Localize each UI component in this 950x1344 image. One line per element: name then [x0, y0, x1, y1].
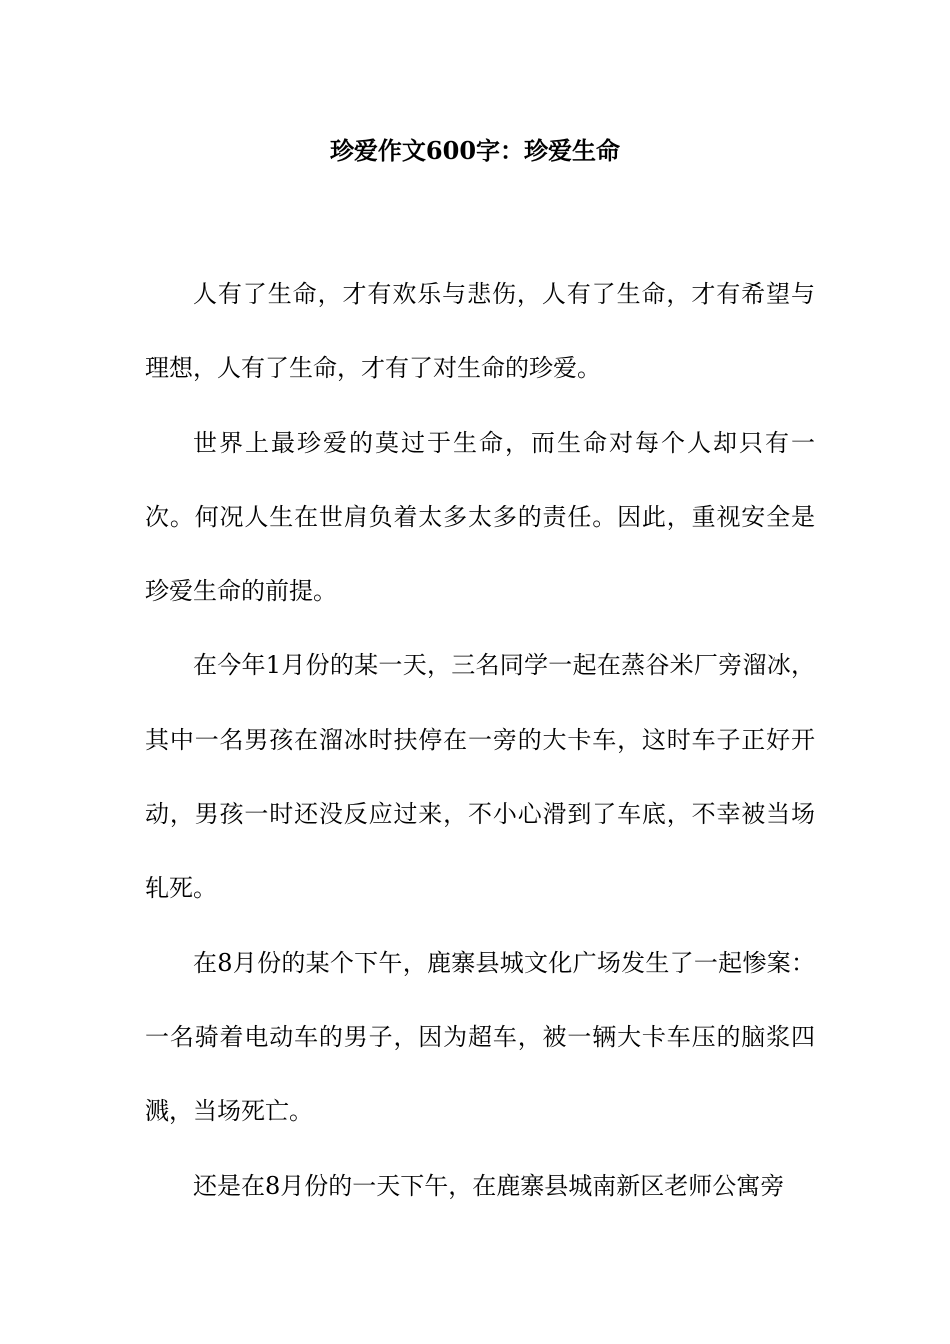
- document-body: [145, 257, 815, 1223]
- paragraph: 世界上最珍爱的莫过于生命，而生命对每个人却只有一次。何况人生在世肩负着太多太多的责任。因此，重视安全是珍爱生命的前提。: [145, 428, 815, 606]
- paragraph: 在8月份的某个下午，鹿寨县城文化广场发生了一起惨案：一名骑着电动车的男子，因为超车，被一辆大卡车压的脑浆四溅，当场死亡。: [145, 948, 815, 1126]
- paragraph: 在今年1月份的某一天，三名同学一起在蒸谷米厂旁溜冰，其中一名男孩在溜冰时扶停在一旁的大卡车，这时车子正好开动，男孩一时还没反应过来，不小心滑到了车底，不幸被当场轧死。: [145, 651, 815, 903]
- paragraph: 人有了生命，才有欢乐与悲伤，人有了生命，才有希望与理想，人有了生命，才有了对生命的珍爱。: [145, 280, 815, 383]
- document-title: 珍爱作文600字：珍爱生命: [329, 136, 621, 165]
- paragraph: 还是在8月份的一天下午，在鹿寨县城南新区老师公寓旁: [193, 1171, 785, 1200]
